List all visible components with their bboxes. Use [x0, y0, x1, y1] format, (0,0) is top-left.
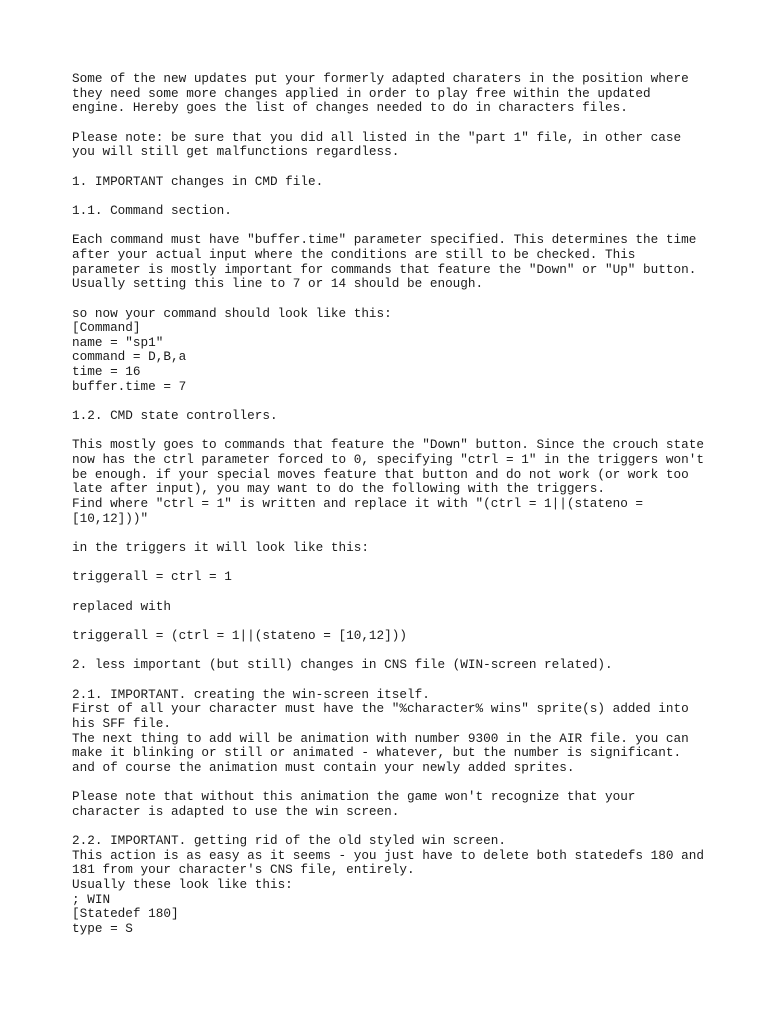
- text-line: you will still get malfunctions regardless.: [72, 144, 400, 160]
- text-line: [72, 292, 732, 307]
- text-line: This action is as easy as it seems - you just have to delete both statedefs 180 and: [72, 847, 704, 863]
- text-line: [72, 189, 732, 204]
- text-line: 2.1. IMPORTANT. creating the win-screen itself.: [72, 686, 430, 702]
- text-line: now has the ctrl parameter forced to 0, specifying "ctrl = 1" in the triggers won't: [72, 452, 704, 468]
- text-line: Some of the new updates put your formerly adapted charaters in the position where: [72, 71, 689, 86]
- text-line: make it blinking or still or animated - whatever, but the number is significant.: [72, 745, 682, 761]
- text-line: 2. less important (but still) changes in CNS file (WIN-screen related).: [72, 657, 613, 673]
- text-line: they need some more changes applied in order to play free within the updated: [72, 85, 651, 101]
- text-line: his SFF file.: [72, 715, 171, 731]
- text-line: [72, 116, 732, 131]
- text-line: time = 16: [72, 364, 141, 380]
- text-line: [72, 556, 732, 571]
- text-line: [72, 614, 732, 629]
- text-line: [72, 424, 732, 439]
- text-line: replaced with: [72, 598, 171, 614]
- text-line: [72, 160, 732, 175]
- text-line: [72, 585, 732, 600]
- text-line: engine. Hereby goes the list of changes needed to do in characters files.: [72, 100, 628, 116]
- text-line: buffer.time = 7: [72, 378, 187, 394]
- text-line: 181 from your character's CNS file, entirely.: [72, 862, 415, 878]
- text-line: Usually setting this line to 7 or 14 should be enough.: [72, 276, 484, 292]
- text-line: [72, 819, 732, 834]
- text-line: 2.2. IMPORTANT. getting rid of the old styled win screen.: [72, 833, 506, 849]
- text-line: be enough. if your special moves feature that button and do not work (or work too: [72, 466, 689, 482]
- text-line: Find where "ctrl = 1" is written and replace it with "(ctrl = 1||(stateno =: [72, 496, 644, 512]
- text-line: Each command must have "buffer.time" parameter specified. This determines the time: [72, 232, 697, 248]
- text-line: The next thing to add will be animation with number 9300 in the AIR file. you can: [72, 730, 689, 746]
- text-line: Usually these look like this:: [72, 877, 293, 893]
- text-line: name = "sp1": [72, 334, 164, 350]
- text-line: [Command]: [72, 320, 141, 336]
- text-line: [Statedef 180]: [72, 906, 179, 922]
- text-line: First of all your character must have the "%character% wins" sprite(s) added into: [72, 701, 689, 717]
- text-line: triggerall = ctrl = 1: [72, 569, 232, 585]
- text-line: command = D,B,a: [72, 349, 187, 365]
- text-line: Please note: be sure that you did all listed in the "part 1" file, in other case: [72, 129, 682, 145]
- text-line: This mostly goes to commands that feature the "Down" button. Since the crouch state: [72, 437, 704, 453]
- text-line: character is adapted to use the win screen.: [72, 803, 400, 819]
- text-line: 1.1. Command section.: [72, 202, 232, 218]
- document-page: [72, 72, 732, 937]
- text-line: 1. IMPORTANT changes in CMD file.: [72, 173, 324, 189]
- text-line: 1.2. CMD state controllers.: [72, 408, 278, 424]
- text-line: and of course the animation must contain your newly added sprites.: [72, 759, 575, 775]
- text-line: Please note that without this animation the game won't recognize that your: [72, 789, 636, 805]
- text-line: [72, 673, 732, 688]
- text-line: [72, 394, 732, 409]
- text-line: [72, 644, 732, 659]
- text-line: [10,12]))": [72, 510, 149, 526]
- text-line: [72, 219, 732, 234]
- text-line: [72, 526, 732, 541]
- text-line: so now your command should look like this:: [72, 305, 392, 321]
- text-line: parameter is mostly important for commands that feature the "Down" or "Up" button.: [72, 261, 697, 277]
- text-line: after your actual input where the conditions are still to be checked. This: [72, 246, 636, 262]
- text-line: ; WIN: [72, 891, 111, 907]
- text-line: in the triggers it will look like this:: [72, 540, 369, 555]
- text-line: triggerall = (ctrl = 1||(stateno = [10,12])): [72, 627, 408, 643]
- text-line: late after input), you may want to do the following with the triggers.: [72, 481, 605, 497]
- text-line: [72, 776, 732, 791]
- text-line: type = S: [72, 921, 133, 937]
